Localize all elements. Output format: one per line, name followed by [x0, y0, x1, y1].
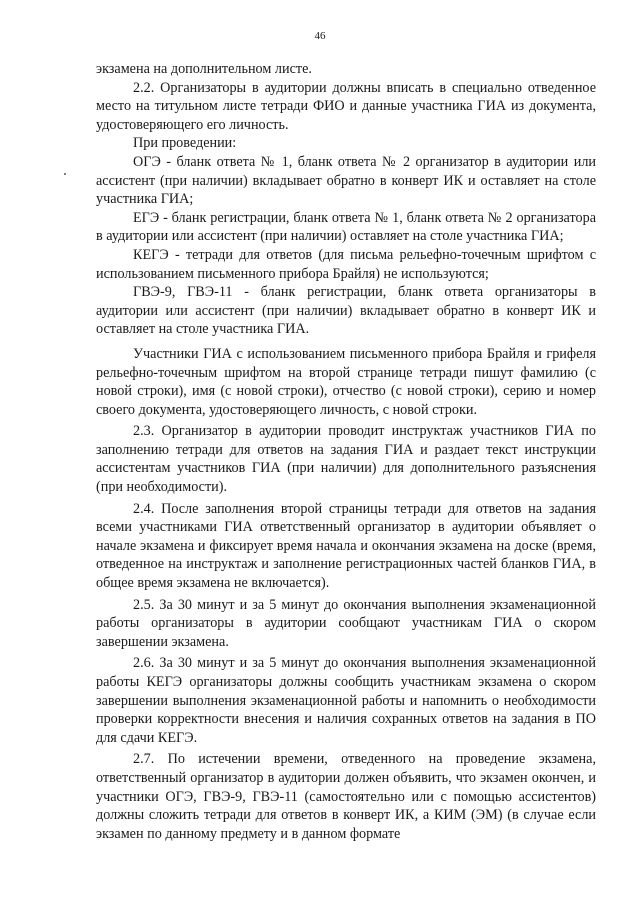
paragraph-2-7: 2.7. По истечении времени, отведенного на проведение экзамена, ответственный организатор в аудитории должен объявить, что экзамен окончен, и участники ОГЭ, ГВЭ-9, ГВЭ-11 (самостоятельно или с помощью ассистентов) должны сложить тетради для ответов в конверт ИК, а КИМ (ЭМ) (в случае если экзамен по данному предмету и в данном формате	[96, 751, 596, 842]
paragraph-2-3: 2.3. Организатор в аудитории проводит инструктаж участников ГИА по заполнению тетради для ответов на задания ГИА и раздает текст инструкции ассистентам участников ГИА (при наличии) для дополнительного разъяснения (при необходимости).	[96, 423, 596, 496]
paragraph-2-6: 2.6. За 30 минут и за 5 минут до окончания выполнения экзаменационной работы КЕГЭ организаторы должны сообщить участникам экзамена о скором завершении выполнения экзаменационной работы и напомнить о необходимости проверки корректности внесения и наличия сохранных ответов на задания в ПО для сдачи КЕГЭ.	[96, 655, 596, 746]
paragraph-kege: КЕГЭ - тетради для ответов (для письма рельефно-точечным шрифтом с использованием письменного прибора Брайля) не используются;	[96, 246, 596, 282]
page-number: 46	[314, 30, 326, 42]
paragraph-gve: ГВЭ-9, ГВЭ-11 - бланк регистрации, бланк ответа организаторы в аудитории или ассистент (при наличии) вкладывает обратно в конверт ИК и оставляет на столе участника ГИА.	[96, 284, 596, 338]
paragraph-2-2: 2.2. Организаторы в аудитории должны вписать в специально отведенное место на титульном листе тетради ФИО и данные участника ГИА из документа, удостоверяющего его личность.	[96, 79, 596, 133]
paragraph-continuation: экзамена на дополнительном листе.	[96, 61, 312, 77]
paragraph-ege: ЕГЭ - бланк регистрации, бланк ответа № 1, бланк ответа № 2 организатора в аудитории или ассистент (при наличии) оставляет на столе участника ГИА;	[96, 209, 596, 245]
paragraph-conducting-intro: При проведении:	[133, 135, 237, 152]
paragraph-oge: ОГЭ - бланк ответа № 1, бланк ответа № 2 организатор в аудитории или ассистент (при наличии) вкладывает обратно в конверт ИК и оставляет на столе участника ГИА;	[96, 153, 596, 208]
document-body	[96, 60, 596, 843]
scan-speck	[64, 173, 66, 175]
paragraph-2-4: 2.4. После заполнения второй страницы тетради для ответов на задания всеми участниками ГИА ответственный организатор в аудитории объявляет о начале экзамена и фиксирует время начала и окончания экзамена на доске (время, отведенное на инструктаж и заполнение регистрационных частей бланков ГИА, в общее время экзамена не включается).	[96, 500, 596, 592]
paragraph-braille: Участники ГИА с использованием письменного прибора Брайля и грифеля рельефно-точечным шрифтом на второй странице тетради пишут фамилию (с новой строки), имя (с новой строки), отчество (с новой строки), серию и номер своего документа, удостоверяющего личность, с новой строки.	[96, 345, 596, 418]
paragraph-2-5: 2.5. За 30 минут и за 5 минут до окончания выполнения экзаменационной работы организаторы в аудитории сообщают участникам ГИА о скором завершении экзамена.	[96, 596, 596, 650]
